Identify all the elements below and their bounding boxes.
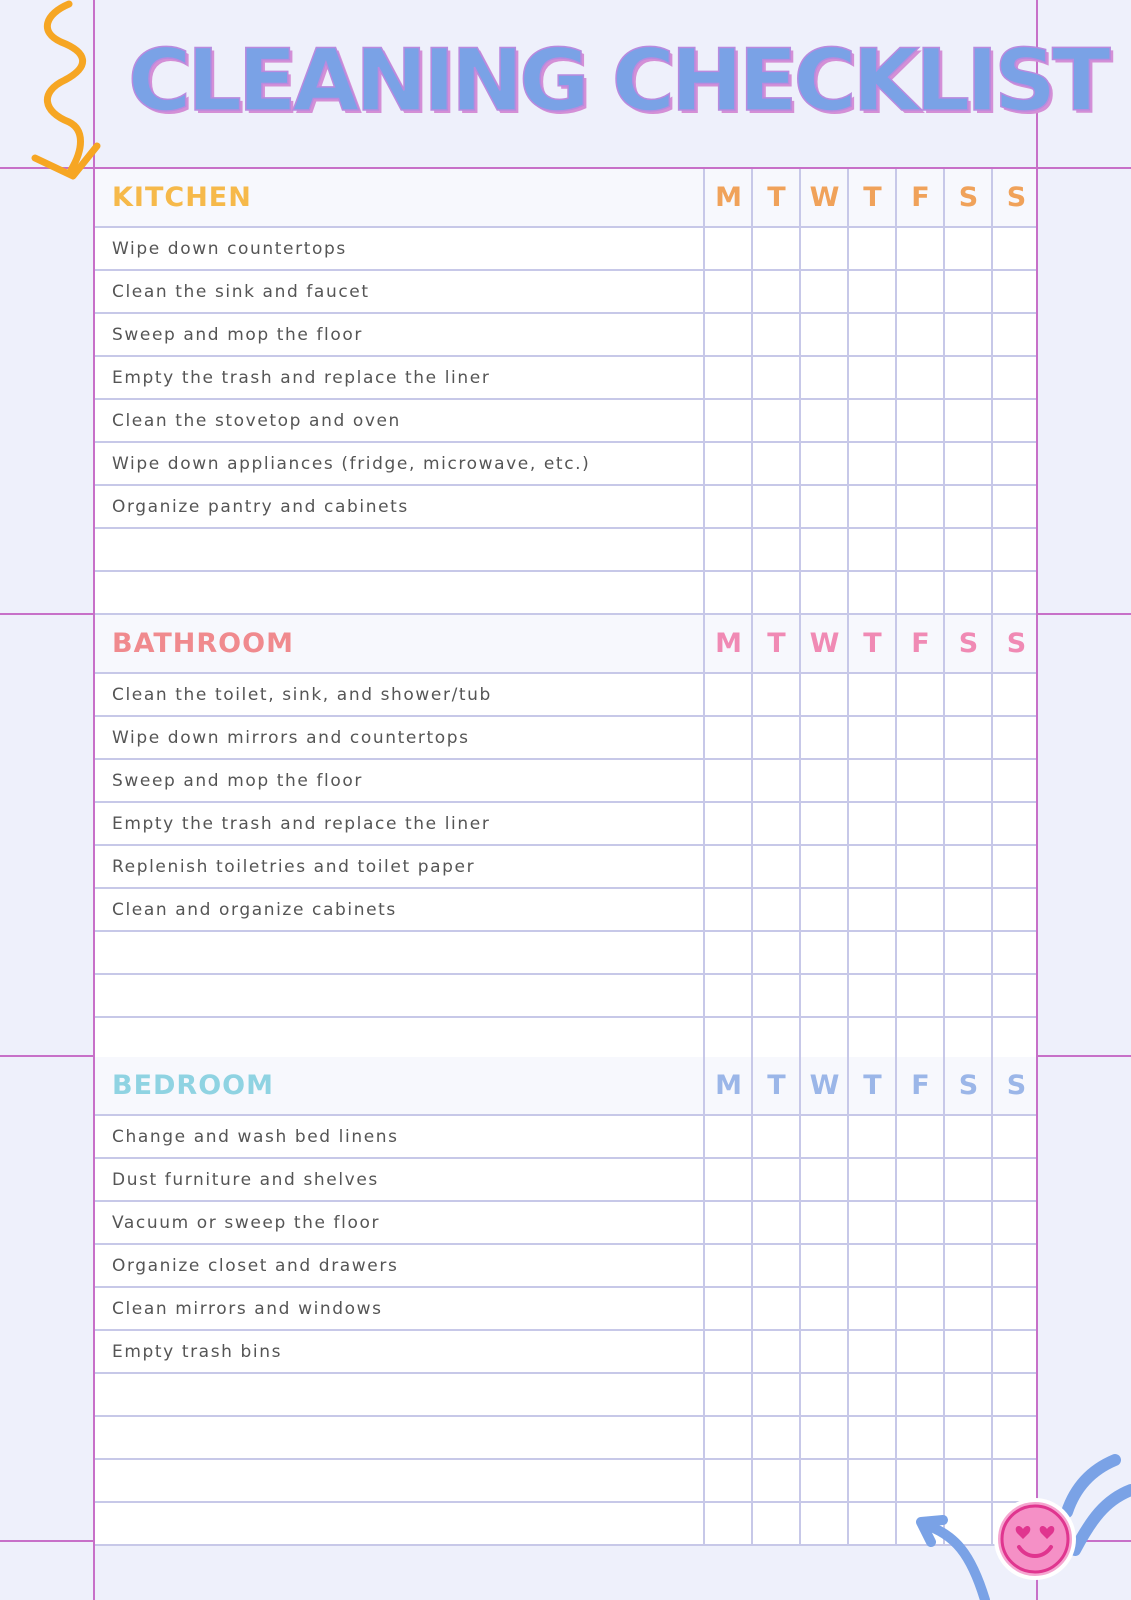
check-cell[interactable] xyxy=(801,1116,848,1157)
check-cell[interactable] xyxy=(705,932,752,973)
check-cell[interactable] xyxy=(753,1245,800,1286)
check-cell[interactable] xyxy=(801,1374,848,1415)
check-cell[interactable] xyxy=(897,889,944,930)
check-cell[interactable] xyxy=(753,846,800,887)
check-cell[interactable] xyxy=(801,975,848,1016)
check-cell[interactable] xyxy=(897,1116,944,1157)
check-cell[interactable] xyxy=(897,717,944,758)
check-cell[interactable] xyxy=(945,1159,992,1200)
task-label: Empty the trash and replace the liner xyxy=(112,813,491,834)
check-cell[interactable] xyxy=(705,846,752,887)
check-cell[interactable] xyxy=(849,1202,896,1243)
check-cell[interactable] xyxy=(705,1288,752,1329)
check-cell[interactable] xyxy=(993,228,1040,269)
check-cell[interactable] xyxy=(753,357,800,398)
check-cell[interactable] xyxy=(993,932,1040,973)
column-divider xyxy=(895,169,897,615)
check-cell[interactable] xyxy=(705,760,752,801)
check-cell[interactable] xyxy=(897,572,944,613)
check-cell[interactable] xyxy=(897,443,944,484)
check-cell[interactable] xyxy=(801,1460,848,1501)
check-cell[interactable] xyxy=(753,1331,800,1372)
section-bathroom xyxy=(95,615,1036,1061)
task-label: Clean and organize cabinets xyxy=(112,899,397,920)
check-cell[interactable] xyxy=(753,1288,800,1329)
task-label: Clean the toilet, sink, and shower/tub xyxy=(112,684,492,705)
check-cell[interactable] xyxy=(801,400,848,441)
check-cell[interactable] xyxy=(849,228,896,269)
check-cell[interactable] xyxy=(849,760,896,801)
check-cell[interactable] xyxy=(897,1374,944,1415)
column-divider xyxy=(943,615,945,1061)
check-cell[interactable] xyxy=(945,486,992,527)
check-cell[interactable] xyxy=(705,975,752,1016)
check-cell[interactable] xyxy=(705,717,752,758)
check-cell[interactable] xyxy=(753,1159,800,1200)
column-divider xyxy=(799,615,801,1061)
check-cell[interactable] xyxy=(801,1202,848,1243)
day-header-6: S xyxy=(1006,182,1027,213)
check-cell[interactable] xyxy=(897,932,944,973)
day-header-5: S xyxy=(958,1070,979,1101)
page-title: CLEANING CHECKLIST xyxy=(128,31,1107,131)
check-cell[interactable] xyxy=(753,271,800,312)
check-cell[interactable] xyxy=(897,1331,944,1372)
check-cell[interactable] xyxy=(849,1331,896,1372)
check-cell[interactable] xyxy=(753,1116,800,1157)
check-cell[interactable] xyxy=(801,486,848,527)
check-cell[interactable] xyxy=(801,228,848,269)
day-header-0: M xyxy=(715,182,742,213)
check-cell[interactable] xyxy=(849,529,896,570)
section-title: BEDROOM xyxy=(112,1070,274,1101)
check-cell[interactable] xyxy=(945,529,992,570)
check-cell[interactable] xyxy=(993,760,1040,801)
check-cell[interactable] xyxy=(849,1159,896,1200)
day-header-1: T xyxy=(767,628,786,659)
check-cell[interactable] xyxy=(705,486,752,527)
day-header-4: F xyxy=(911,628,930,659)
check-cell[interactable] xyxy=(753,889,800,930)
column-divider xyxy=(703,615,705,1061)
check-cell[interactable] xyxy=(945,1018,992,1059)
check-cell[interactable] xyxy=(801,1417,848,1458)
check-cell[interactable] xyxy=(897,529,944,570)
check-cell[interactable] xyxy=(993,1159,1040,1200)
check-cell[interactable] xyxy=(897,1288,944,1329)
check-cell[interactable] xyxy=(753,1460,800,1501)
column-divider xyxy=(799,1057,801,1546)
check-cell[interactable] xyxy=(945,846,992,887)
check-cell[interactable] xyxy=(801,803,848,844)
check-cell[interactable] xyxy=(705,228,752,269)
day-header-0: M xyxy=(715,628,742,659)
check-cell[interactable] xyxy=(705,1116,752,1157)
check-cell[interactable] xyxy=(753,717,800,758)
check-cell[interactable] xyxy=(897,803,944,844)
check-cell[interactable] xyxy=(705,803,752,844)
check-cell[interactable] xyxy=(897,674,944,715)
check-cell[interactable] xyxy=(849,400,896,441)
day-header-4: F xyxy=(911,182,930,213)
day-header-6: S xyxy=(1006,1070,1027,1101)
check-cell[interactable] xyxy=(705,1018,752,1059)
check-cell[interactable] xyxy=(849,674,896,715)
check-cell[interactable] xyxy=(897,486,944,527)
check-cell[interactable] xyxy=(801,572,848,613)
check-cell[interactable] xyxy=(945,932,992,973)
check-cell[interactable] xyxy=(945,572,992,613)
check-cell[interactable] xyxy=(801,1288,848,1329)
check-cell[interactable] xyxy=(993,889,1040,930)
check-cell[interactable] xyxy=(945,357,992,398)
section-kitchen xyxy=(95,169,1036,615)
check-cell[interactable] xyxy=(705,314,752,355)
day-header-3: T xyxy=(863,628,882,659)
task-label: Change and wash bed linens xyxy=(112,1126,399,1147)
day-header-2: W xyxy=(809,1070,840,1101)
check-cell[interactable] xyxy=(801,1245,848,1286)
check-cell[interactable] xyxy=(993,1116,1040,1157)
check-cell[interactable] xyxy=(753,314,800,355)
check-cell[interactable] xyxy=(705,1331,752,1372)
check-cell[interactable] xyxy=(801,760,848,801)
check-cell[interactable] xyxy=(993,803,1040,844)
check-cell[interactable] xyxy=(753,932,800,973)
check-cell[interactable] xyxy=(945,1116,992,1157)
check-cell[interactable] xyxy=(801,1018,848,1059)
check-cell[interactable] xyxy=(849,1018,896,1059)
day-header-6: S xyxy=(1006,628,1027,659)
task-label: Clean the sink and faucet xyxy=(112,281,370,302)
check-cell[interactable] xyxy=(705,1460,752,1501)
day-header-3: T xyxy=(863,1070,882,1101)
task-label: Organize closet and drawers xyxy=(112,1255,399,1276)
column-divider xyxy=(991,169,993,615)
check-cell[interactable] xyxy=(753,975,800,1016)
check-cell[interactable] xyxy=(849,889,896,930)
check-cell[interactable] xyxy=(945,889,992,930)
check-cell[interactable] xyxy=(849,1503,896,1544)
check-cell[interactable] xyxy=(849,443,896,484)
check-cell[interactable] xyxy=(993,1374,1040,1415)
check-cell[interactable] xyxy=(801,1159,848,1200)
check-cell[interactable] xyxy=(705,357,752,398)
check-cell[interactable] xyxy=(801,529,848,570)
check-cell[interactable] xyxy=(705,1417,752,1458)
check-cell[interactable] xyxy=(945,760,992,801)
check-cell[interactable] xyxy=(753,572,800,613)
check-cell[interactable] xyxy=(945,975,992,1016)
task-label: Clean mirrors and windows xyxy=(112,1298,383,1319)
check-cell[interactable] xyxy=(753,1417,800,1458)
check-cell[interactable] xyxy=(705,400,752,441)
check-cell[interactable] xyxy=(993,975,1040,1016)
column-divider xyxy=(703,1057,705,1546)
check-cell[interactable] xyxy=(801,889,848,930)
check-cell[interactable] xyxy=(753,1202,800,1243)
check-cell[interactable] xyxy=(945,271,992,312)
check-cell[interactable] xyxy=(849,932,896,973)
check-cell[interactable] xyxy=(993,314,1040,355)
check-cell[interactable] xyxy=(993,486,1040,527)
check-cell[interactable] xyxy=(705,271,752,312)
check-cell[interactable] xyxy=(945,314,992,355)
check-cell[interactable] xyxy=(849,486,896,527)
check-cell[interactable] xyxy=(705,1245,752,1286)
column-divider xyxy=(991,615,993,1061)
check-cell[interactable] xyxy=(897,1245,944,1286)
check-cell[interactable] xyxy=(945,1202,992,1243)
column-divider xyxy=(847,169,849,615)
smiley-heart-eyes-icon xyxy=(993,1497,1077,1581)
column-divider xyxy=(751,615,753,1061)
check-cell[interactable] xyxy=(753,674,800,715)
check-cell[interactable] xyxy=(753,760,800,801)
column-divider xyxy=(847,615,849,1061)
check-cell[interactable] xyxy=(993,400,1040,441)
check-cell[interactable] xyxy=(993,1202,1040,1243)
check-cell[interactable] xyxy=(705,572,752,613)
check-cell[interactable] xyxy=(897,228,944,269)
check-cell[interactable] xyxy=(897,1202,944,1243)
check-cell[interactable] xyxy=(849,1116,896,1157)
check-cell[interactable] xyxy=(945,717,992,758)
check-cell[interactable] xyxy=(705,443,752,484)
check-cell[interactable] xyxy=(897,357,944,398)
day-header-2: W xyxy=(809,628,840,659)
section-bedroom xyxy=(95,1057,1036,1546)
day-header-2: W xyxy=(809,182,840,213)
check-cell[interactable] xyxy=(945,1331,992,1372)
check-cell[interactable] xyxy=(897,400,944,441)
check-cell[interactable] xyxy=(753,803,800,844)
check-cell[interactable] xyxy=(705,889,752,930)
check-cell[interactable] xyxy=(801,443,848,484)
check-cell[interactable] xyxy=(945,400,992,441)
task-label: Vacuum or sweep the floor xyxy=(112,1212,381,1233)
check-cell[interactable] xyxy=(753,486,800,527)
check-cell[interactable] xyxy=(849,1417,896,1458)
day-header-5: S xyxy=(958,628,979,659)
task-label: Empty trash bins xyxy=(112,1341,283,1362)
check-cell[interactable] xyxy=(993,357,1040,398)
check-cell[interactable] xyxy=(753,1503,800,1544)
column-divider xyxy=(751,1057,753,1546)
task-label: Wipe down countertops xyxy=(112,238,347,259)
check-cell[interactable] xyxy=(897,975,944,1016)
task-label: Empty the trash and replace the liner xyxy=(112,367,491,388)
column-divider xyxy=(751,169,753,615)
day-header-3: T xyxy=(863,182,882,213)
check-cell[interactable] xyxy=(705,1159,752,1200)
check-cell[interactable] xyxy=(849,1374,896,1415)
check-cell[interactable] xyxy=(801,674,848,715)
check-cell[interactable] xyxy=(993,572,1040,613)
section-title: KITCHEN xyxy=(112,182,252,213)
check-cell[interactable] xyxy=(945,443,992,484)
check-cell[interactable] xyxy=(993,1288,1040,1329)
check-cell[interactable] xyxy=(945,228,992,269)
check-cell[interactable] xyxy=(945,1288,992,1329)
task-label: Sweep and mop the floor xyxy=(112,770,363,791)
check-cell[interactable] xyxy=(705,674,752,715)
check-cell[interactable] xyxy=(897,760,944,801)
check-cell[interactable] xyxy=(993,1245,1040,1286)
check-cell[interactable] xyxy=(945,803,992,844)
task-label: Clean the stovetop and oven xyxy=(112,410,401,431)
check-cell[interactable] xyxy=(801,1503,848,1544)
task-label: Replenish toiletries and toilet paper xyxy=(112,856,476,877)
task-label: Dust furniture and shelves xyxy=(112,1169,379,1190)
task-label: Wipe down appliances (fridge, microwave, etc.) xyxy=(112,453,591,474)
check-cell[interactable] xyxy=(849,846,896,887)
column-divider xyxy=(943,169,945,615)
day-header-4: F xyxy=(911,1070,930,1101)
check-cell[interactable] xyxy=(801,271,848,312)
check-cell[interactable] xyxy=(753,1018,800,1059)
check-cell[interactable] xyxy=(801,717,848,758)
check-cell[interactable] xyxy=(753,529,800,570)
check-cell[interactable] xyxy=(849,1460,896,1501)
check-cell[interactable] xyxy=(897,314,944,355)
check-cell[interactable] xyxy=(993,271,1040,312)
check-cell[interactable] xyxy=(801,1331,848,1372)
check-cell[interactable] xyxy=(945,674,992,715)
check-cell[interactable] xyxy=(993,846,1040,887)
check-cell[interactable] xyxy=(993,1331,1040,1372)
check-cell[interactable] xyxy=(945,1374,992,1415)
column-divider xyxy=(895,1057,897,1546)
check-cell[interactable] xyxy=(849,357,896,398)
day-header-0: M xyxy=(715,1070,742,1101)
check-cell[interactable] xyxy=(753,228,800,269)
check-cell[interactable] xyxy=(897,846,944,887)
check-cell[interactable] xyxy=(801,314,848,355)
check-cell[interactable] xyxy=(897,1159,944,1200)
day-header-1: T xyxy=(767,1070,786,1101)
check-cell[interactable] xyxy=(801,932,848,973)
check-cell[interactable] xyxy=(993,674,1040,715)
check-cell[interactable] xyxy=(849,1288,896,1329)
check-cell[interactable] xyxy=(801,846,848,887)
day-header-5: S xyxy=(958,182,979,213)
squiggle-arrow-icon xyxy=(25,0,115,185)
task-label: Organize pantry and cabinets xyxy=(112,496,409,517)
check-cell[interactable] xyxy=(945,1245,992,1286)
column-divider xyxy=(799,169,801,615)
column-divider xyxy=(847,1057,849,1546)
check-cell[interactable] xyxy=(849,314,896,355)
check-cell[interactable] xyxy=(897,1018,944,1059)
check-cell[interactable] xyxy=(705,1202,752,1243)
check-cell[interactable] xyxy=(849,572,896,613)
check-cell[interactable] xyxy=(993,529,1040,570)
check-cell[interactable] xyxy=(897,271,944,312)
check-cell[interactable] xyxy=(993,443,1040,484)
check-cell[interactable] xyxy=(705,1503,752,1544)
column-divider xyxy=(895,615,897,1061)
check-cell[interactable] xyxy=(849,271,896,312)
section-title: BATHROOM xyxy=(112,628,294,659)
check-cell[interactable] xyxy=(993,717,1040,758)
day-header-1: T xyxy=(767,182,786,213)
task-label: Sweep and mop the floor xyxy=(112,324,363,345)
check-cell[interactable] xyxy=(849,717,896,758)
column-divider xyxy=(703,169,705,615)
check-cell[interactable] xyxy=(849,1245,896,1286)
task-label: Wipe down mirrors and countertops xyxy=(112,727,470,748)
check-cell[interactable] xyxy=(993,1018,1040,1059)
check-cell[interactable] xyxy=(801,357,848,398)
check-cell[interactable] xyxy=(705,529,752,570)
check-cell[interactable] xyxy=(849,803,896,844)
check-cell[interactable] xyxy=(705,1374,752,1415)
check-cell[interactable] xyxy=(753,1374,800,1415)
check-cell[interactable] xyxy=(849,975,896,1016)
check-cell[interactable] xyxy=(753,443,800,484)
check-cell[interactable] xyxy=(753,400,800,441)
